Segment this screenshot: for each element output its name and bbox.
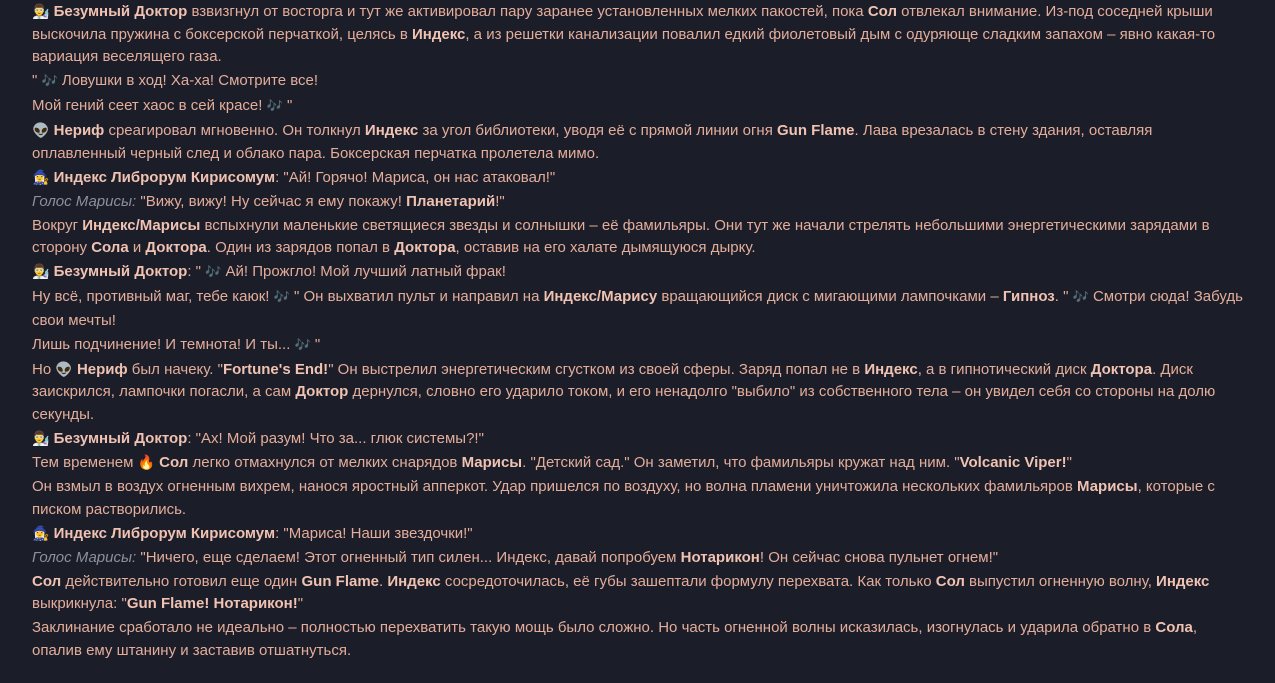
bold-name: Индекс <box>1156 572 1210 590</box>
text-run: Но <box>32 360 56 378</box>
bold-name: Сола <box>1155 619 1193 637</box>
bold-name: Fortune's End! <box>222 360 329 378</box>
message-paragraph <box>32 261 1247 285</box>
bold-name: Индекс/Марису <box>543 288 658 306</box>
text-run: Лишь подчинение! И темнота! И ты... <box>32 335 295 353</box>
text-run: за угол библиотеки, уводя её с прямой линии огня <box>418 122 777 140</box>
nun-emoji-icon: 🧙‍♀️ <box>32 525 50 542</box>
bold-name: Нериф <box>76 360 128 378</box>
text-run: Ай! Прожгло! Мой лучший латный фрак! <box>225 263 506 281</box>
bold-name: Индекс/Марисы <box>82 216 201 234</box>
text-run: Ну всё, противный маг, тебе каюк! <box>32 288 274 306</box>
bold-name: Безумный Доктор <box>53 263 188 281</box>
bold-name: Сол <box>159 453 189 471</box>
text-run: " Он выхватил пульт и направил на <box>293 288 544 306</box>
man-emoji-icon: 👨‍🔬 <box>32 4 50 20</box>
text-run: , оставив на его халате дымящуюся дырку. <box>455 239 756 257</box>
text-run: вращающийся диск с мигающими лампочками – <box>657 288 1003 306</box>
alien-emoji-icon: 👽 <box>55 361 73 378</box>
text-run: . Лава врезалась в стену здания, оставляя оплавленный черный след и облако пара. Боксерская перчатка пролетела мимо. <box>32 122 1153 162</box>
message-paragraph <box>32 547 1247 570</box>
bold-name: Нериф <box>53 122 105 140</box>
text-run: . Один из зарядов попал в <box>206 239 395 257</box>
text-run: Тем временем <box>32 453 138 471</box>
text-run: " Он выстрелил энергетическим сгустком из своей сферы. Заряд попал не в <box>328 360 865 378</box>
bold-name: Сола <box>91 239 129 257</box>
alien-emoji-icon: 👽 <box>32 123 50 140</box>
message-paragraph <box>32 334 1247 358</box>
bold-name: Сол <box>935 572 965 590</box>
music-emoji-icon: 🎶 <box>294 337 311 353</box>
message-paragraph <box>32 476 1247 521</box>
text-run: , а из решетки канализации повалил едкий фиолетовый дым с одуряюще сладким запахом – явно какая-то вариация веселящего газа. <box>32 25 1216 66</box>
bold-name: Нотарикон <box>680 548 760 566</box>
text-run: Мой гений сеет хаос в сей красе! <box>32 97 267 115</box>
text-run: легко отмахнулся от мелких снарядов <box>188 453 462 471</box>
message-paragraph <box>32 617 1247 662</box>
text-run: и <box>128 239 146 257</box>
text-run: , а в гипнотический диск <box>917 360 1091 378</box>
text-run: Ловушки в ход! Ха-ха! Смотрите все! <box>61 72 319 90</box>
music-emoji-icon: 🎶 <box>273 290 290 306</box>
nun-emoji-icon: 🧙‍♀️ <box>32 169 50 186</box>
music-emoji-icon: 🎶 <box>205 265 222 281</box>
text-run: дернулся, словно его ударило током, и его ненадолго "выбило" из собственного тела – он увидел себя со стороны на долю секунды. <box>32 383 1216 423</box>
music-emoji-icon: 🎶 <box>41 74 58 90</box>
text-run: действительно готовил еще один <box>61 572 302 590</box>
text-run: "Ничего, еще сделаем! Этот огненный тип силен... Индекс, давай попробуем <box>136 548 681 566</box>
message-paragraph <box>32 428 1247 451</box>
text-run: выпустил огненную волну, <box>964 572 1157 590</box>
text-run: " <box>32 72 42 90</box>
message-paragraph <box>32 70 1247 94</box>
text-run: . "Детский сад." Он заметил, что фамильяры кружат над ним. " <box>522 453 960 471</box>
text-run: . Диск заискрился, лампочки погасли, а сам <box>32 360 1193 401</box>
bold-name: Volcanic Viper! <box>959 453 1067 471</box>
text-run: сосредоточилась, её губы зашептали формулу перехвата. Как только <box>440 572 936 590</box>
man-emoji-icon: 👨‍🔬 <box>32 430 50 447</box>
bold-name: Доктора <box>1090 360 1153 378</box>
bold-name: Индекс <box>864 360 918 378</box>
message-paragraph <box>32 120 1247 165</box>
bold-name: Доктор <box>295 383 349 401</box>
text-run: . " <box>1054 288 1073 306</box>
text-run: Он взмыл в воздух огненным вихрем, нанося яростный апперкот. Удар пришелся по воздуху, но волна пламени уничтожила нескольких фамильяров <box>32 477 1078 495</box>
text-run: ! Он сейчас снова пульнет огнем!" <box>759 548 999 566</box>
text-run: : "Ай! Горячо! Мариса, он нас атаковал!" <box>275 168 556 186</box>
message-paragraph <box>32 571 1247 616</box>
text-run: : "Мариса! Наши звездочки!" <box>275 524 473 542</box>
text-run: , опалив ему штанину и заставив отшатнуться. <box>32 619 1198 659</box>
bold-name: Доктора <box>145 239 207 257</box>
text-run: вспыхнули маленькие светящиеся звезды и солнышки – её фамильяры. Они тут же начали стрелять небольшими энергетическими зарядами в сторону <box>32 216 1210 257</box>
message-paragraph <box>32 191 1247 214</box>
message-paragraph <box>32 523 1247 546</box>
bold-name: Gun Flame <box>777 122 855 140</box>
bold-name: Индекс Либрорум Кирисомум <box>53 168 276 186</box>
text-run: !" <box>495 192 505 210</box>
message-paragraph <box>32 452 1247 475</box>
text-run: . <box>379 572 388 590</box>
man-emoji-icon: 👨‍🔬 <box>32 264 50 281</box>
text-run: " <box>286 97 293 115</box>
text-run: Смотри сюда! Забудь свои мечты! <box>32 288 1243 329</box>
bold-name: Марисы <box>461 453 523 471</box>
bold-name: Безумный Доктор <box>53 3 188 20</box>
message-paragraph <box>32 215 1247 260</box>
text-run: был начеку. " <box>127 360 223 378</box>
speaker-label: Голос Марисы: <box>32 192 137 210</box>
speaker-label: Голос Марисы: <box>32 548 137 566</box>
message-paragraph <box>32 95 1247 119</box>
bold-name: Безумный Доктор <box>53 429 188 447</box>
text-run: " <box>1066 453 1072 471</box>
text-run: , которые с писком растворились. <box>32 477 1215 518</box>
message-paragraph <box>32 286 1247 332</box>
bold-name: Gun Flame! Нотарикон! <box>126 595 298 613</box>
bold-name: Сол <box>32 572 62 590</box>
bold-name: Гипноз <box>1002 288 1055 306</box>
text-run: среагировал мгновенно. Он толкнул <box>104 122 365 140</box>
text-run: отвлекал внимание. Из-под соседней крыши выскочила пружина с боксерской перчаткой, целясь в <box>32 3 1213 43</box>
text-run: " <box>297 595 304 613</box>
text-run: взвизгнул от восторга и тут же активировал пару заранее установленных мелких пакостей, пока <box>187 3 868 20</box>
bold-name: Индекс <box>387 572 441 590</box>
music-emoji-icon: 🎶 <box>1072 290 1089 306</box>
bold-name: Планетарий <box>406 192 496 210</box>
text-run: Вокруг <box>32 216 83 234</box>
text-run: Заклинание сработало не идеально – полностью перехватить такую мощь было сложно. Но часть огненной волны исказилась, изогнулась и ударила обратно в <box>32 619 1156 637</box>
message-paragraph <box>32 1 1247 69</box>
fire-emoji-icon: 🔥 <box>137 454 155 471</box>
bold-name: Gun Flame <box>301 572 380 590</box>
bold-name: Индекс <box>364 122 419 140</box>
text-run: : " <box>187 263 206 281</box>
message-paragraph <box>32 167 1247 190</box>
bold-name: Сол <box>867 3 897 20</box>
text-run: "Вижу, вижу! Ну сейчас я ему покажу! <box>136 192 407 210</box>
bold-name: Доктора <box>394 239 456 257</box>
bold-name: Индекс Либрорум Кирисомум <box>53 524 276 542</box>
chat-log <box>32 1 1247 664</box>
text-run: : "Ах! Мой разум! Что за... глюк системы?!" <box>187 429 484 447</box>
text-run: выкрикнула: " <box>32 595 127 613</box>
text-run: " <box>314 335 321 353</box>
bold-name: Индекс <box>411 25 466 43</box>
bold-name: Марисы <box>1077 477 1138 495</box>
music-emoji-icon: 🎶 <box>266 99 283 115</box>
message-paragraph <box>32 359 1247 427</box>
